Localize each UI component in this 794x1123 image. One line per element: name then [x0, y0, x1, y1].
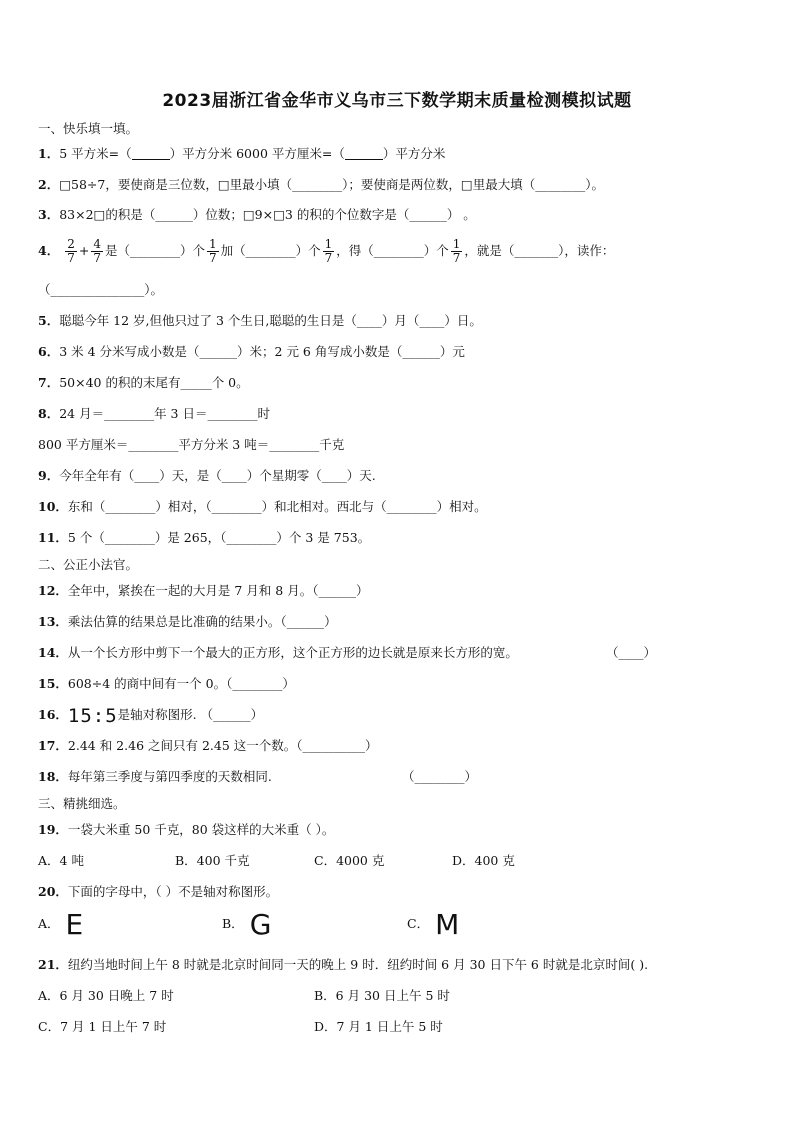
question-number: 5．: [38, 313, 60, 328]
question-text: 608÷4 的商中间有一个 0。（________）: [67, 676, 295, 691]
question-17: [38, 738, 378, 754]
question-number: 12．: [38, 583, 68, 598]
question-text: 一袋大米重 50 千克，80 袋这样的大米重（ ）。: [67, 822, 335, 837]
question-18: [38, 769, 272, 785]
question-19: [38, 822, 334, 838]
option-label: A．: [38, 916, 60, 931]
question-1: [38, 146, 445, 162]
question-10: [38, 499, 487, 515]
fraction: $\frac{1}{7}$: [452, 237, 461, 265]
question-8-second-line: 800 平方厘米＝________平方分米 3 吨＝________千克: [38, 437, 345, 452]
question-9: [38, 468, 376, 484]
question-text: 是轴对称图形. （______）: [117, 707, 264, 722]
question-4-continuation: （_______________）。: [38, 282, 164, 297]
question-text: 2.44 和 2.46 之间只有 2.45 这一个数。（__________）: [67, 738, 378, 753]
option-d: D．7 月 1 日上午 5 时: [314, 1019, 443, 1034]
question-text: ，得（________）个: [336, 243, 449, 258]
option-c: C．4000 克: [314, 853, 385, 868]
fraction: $\frac{4}{7}$: [93, 237, 101, 265]
option-a: A．6 月 30 日晚上 7 时: [38, 988, 174, 1003]
question-number: 6．: [38, 344, 60, 359]
section-heading-1: 一、快乐填一填。: [38, 121, 139, 136]
question-text: ）平方分米: [382, 146, 446, 161]
question-14: [38, 645, 518, 661]
fraction: $\frac{1}{7}$: [324, 237, 333, 265]
question-text: ）平方分米 6000 平方厘米=（: [169, 146, 345, 161]
answer-blank: [132, 147, 170, 160]
question-18-answer: （________）: [402, 769, 478, 784]
question-number: 11．: [38, 530, 68, 545]
question-number: 20．: [38, 884, 68, 899]
question-number: 10．: [38, 499, 68, 514]
plus-sign: +: [78, 243, 90, 258]
question-number: 3．: [38, 207, 60, 222]
question-text: 加（________）个: [220, 243, 321, 258]
question-text: 83×2□的积是（______）位数；□9×□3 的积的个位数字是（______） 。: [59, 207, 476, 222]
option-d: D．400 克: [452, 853, 515, 868]
question-13: [38, 614, 337, 630]
option-label: C．: [407, 916, 430, 931]
question-number: 16．: [38, 707, 68, 722]
question-12: [38, 583, 368, 599]
question-number: 2．: [38, 177, 60, 192]
question-21: [38, 957, 648, 973]
question-text: ，就是（_______），读作：: [464, 243, 615, 258]
question-16: [38, 705, 264, 727]
question-text: 24 月＝________年 3 日＝________时: [59, 406, 270, 421]
question-text: 下面的字母中，（ ）不是轴对称图形。: [67, 884, 279, 899]
question-number: 1．: [38, 146, 60, 161]
question-number: 21．: [38, 957, 68, 972]
question-text: 5 个（________）是 265，（________）个 3 是 753。: [67, 530, 371, 545]
question-2: [38, 177, 604, 193]
letter-g-figure: G: [249, 908, 272, 941]
question-6: [38, 344, 465, 360]
section-heading-3: 三、精挑细选。: [38, 796, 126, 811]
question-7: [38, 375, 249, 391]
question-text: 东和（________）相对，（________）和北相对。西北与（________）相对。: [67, 499, 487, 514]
question-5: [38, 313, 482, 329]
question-text: □58÷7，要使商是三位数，□里最小填（________）；要使商是两位数，□里最大填（________）。: [59, 177, 604, 192]
question-number: 9．: [38, 468, 60, 483]
option-b: B．6 月 30 日上午 5 时: [314, 988, 450, 1003]
option-c: [407, 908, 460, 941]
answer-blank: [345, 147, 383, 160]
question-number: 19．: [38, 822, 68, 837]
letter-m-figure: M: [435, 908, 460, 941]
question-text: 是（________）个: [104, 243, 205, 258]
question-text: 每年第三季度与第四季度的天数相同.: [67, 769, 272, 784]
digital-number-icon: 15:5: [67, 705, 118, 727]
option-a: [38, 908, 84, 941]
question-number: 7．: [38, 375, 60, 390]
question-14-answer: （____）: [606, 645, 657, 660]
question-text: 5 平方米=（: [59, 146, 132, 161]
question-number: 17．: [38, 738, 68, 753]
option-label: B．: [222, 916, 244, 931]
option-c: C．7 月 1 日上午 7 时: [38, 1019, 167, 1034]
question-number: 14．: [38, 645, 68, 660]
letter-e-figure: E: [65, 908, 84, 941]
option-b: [222, 908, 272, 941]
question-number: 15．: [38, 676, 68, 691]
fraction: $\frac{1}{7}$: [208, 237, 217, 265]
question-4: [38, 236, 614, 266]
question-text: 纽约当地时间上午 8 时就是北京时间同一天的晚上 9 时．纽约时间 6 月 30 日下午 6 时就是北京时间( ).: [67, 957, 649, 972]
section-heading-2: 二、公正小法官。: [38, 557, 139, 572]
question-8: [38, 406, 270, 422]
question-text: 今年全年有（____）天，是（____）个星期零（____）天.: [59, 468, 376, 483]
question-3: [38, 207, 476, 223]
question-number: 8．: [38, 406, 60, 421]
question-text: 50×40 的积的末尾有_____个 0。: [59, 375, 249, 390]
question-text: 3 米 4 分米写成小数是（______）米；2 元 6 角写成小数是（______）元: [59, 344, 465, 359]
question-number: 18．: [38, 769, 68, 784]
question-text: 从一个长方形中剪下一个最大的正方形，这个正方形的边长就是原来长方形的宽。: [67, 645, 518, 660]
question-15: [38, 676, 295, 692]
question-number: 4．: [38, 243, 60, 258]
question-text: 全年中，紧挨在一起的大月是 7 月和 8 月。（______）: [67, 583, 369, 598]
option-a: A．4 吨: [38, 853, 84, 868]
page-title: 2023届浙江省金华市义乌市三下数学期末质量检测模拟试题: [162, 91, 632, 111]
option-b: B．400 千克: [175, 853, 250, 868]
question-11: [38, 530, 370, 546]
question-text: 乘法估算的结果总是比准确的结果小。（______）: [67, 614, 337, 629]
question-text: 聪聪今年 12 岁,但他只过了 3 个生日,聪聪的生日是（____）月（____）日。: [59, 313, 482, 328]
fraction: $\frac{2}{7}$: [67, 237, 75, 265]
question-number: 13．: [38, 614, 68, 629]
question-20: [38, 884, 278, 900]
